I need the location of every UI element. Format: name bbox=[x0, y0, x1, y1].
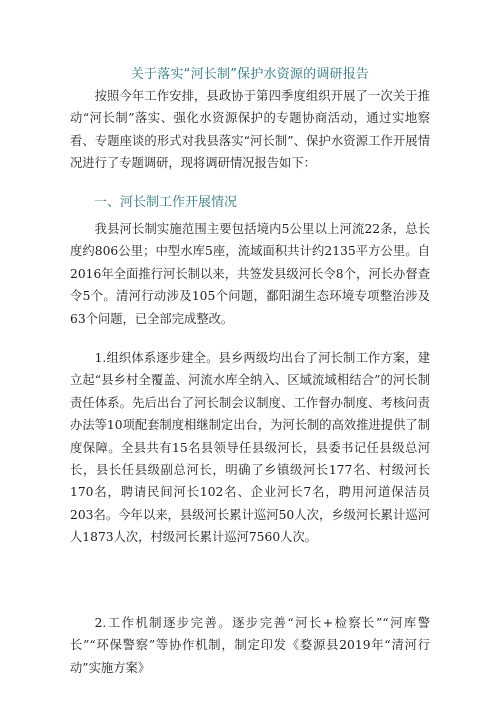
section-heading-1: 一、河长制工作开展情况 bbox=[94, 195, 238, 210]
document-title: 关于落实“河长制”保护水资源的调研报告 bbox=[130, 67, 370, 82]
intro-paragraph: 按照今年工作安排，县政协于第四季度组织开展了一次关于推动“河长制”落实、强化水资源保护的专题协商活动，通过实地察看、专题座谈的形式对我县落实“河长制”、保护水资源工作开展情况进行了专题调研，现将调研情况报告如下： bbox=[70, 89, 430, 171]
section-1-paragraph: 我县河长制实施范围主要包括境内5公里以上河流22条，总长度约806公里；中型水库5座，流域面积共计约2135平方公里。自2016年全面推行河长制以来，共签发县级河长令8个，河长办督查令5个。清河行动涉及105个问题，鄱阳湖生态环境专项整治涉及63个问题，已全部完成整改。 bbox=[70, 222, 430, 326]
item-1-paragraph: 1.组织体系逐步建全。县乡两级均出台了河长制工作方案，建立起“县乡村全覆盖、河流水库全纳入、区域流域相结合”的河长制责任体系。先后出台了河长制会议制度、工作督办制度、考核问责办法等10项配套制度相继制定出台，为河长制的高效推进提供了制度保障。全县共有15名县领导任县级河长，县委书记任县级总河长，县长任县级副总河长，明确了乡镇级河长177名、村级河长170名，聘请民间河长102名、企业河长7名，聘用河道保洁员203名。今年以来，县级河长累计巡河50人次，乡级河长累计巡河人1873人次，村级河长累计巡河7560人次。 bbox=[70, 351, 430, 545]
item-2-paragraph: 2.工作机制逐步完善。逐步完善“河长+检察长”“河库警长”“环保警察”等协作机制，制定印发《婺源县2019年“清河行动”实施方案》 bbox=[70, 616, 430, 675]
